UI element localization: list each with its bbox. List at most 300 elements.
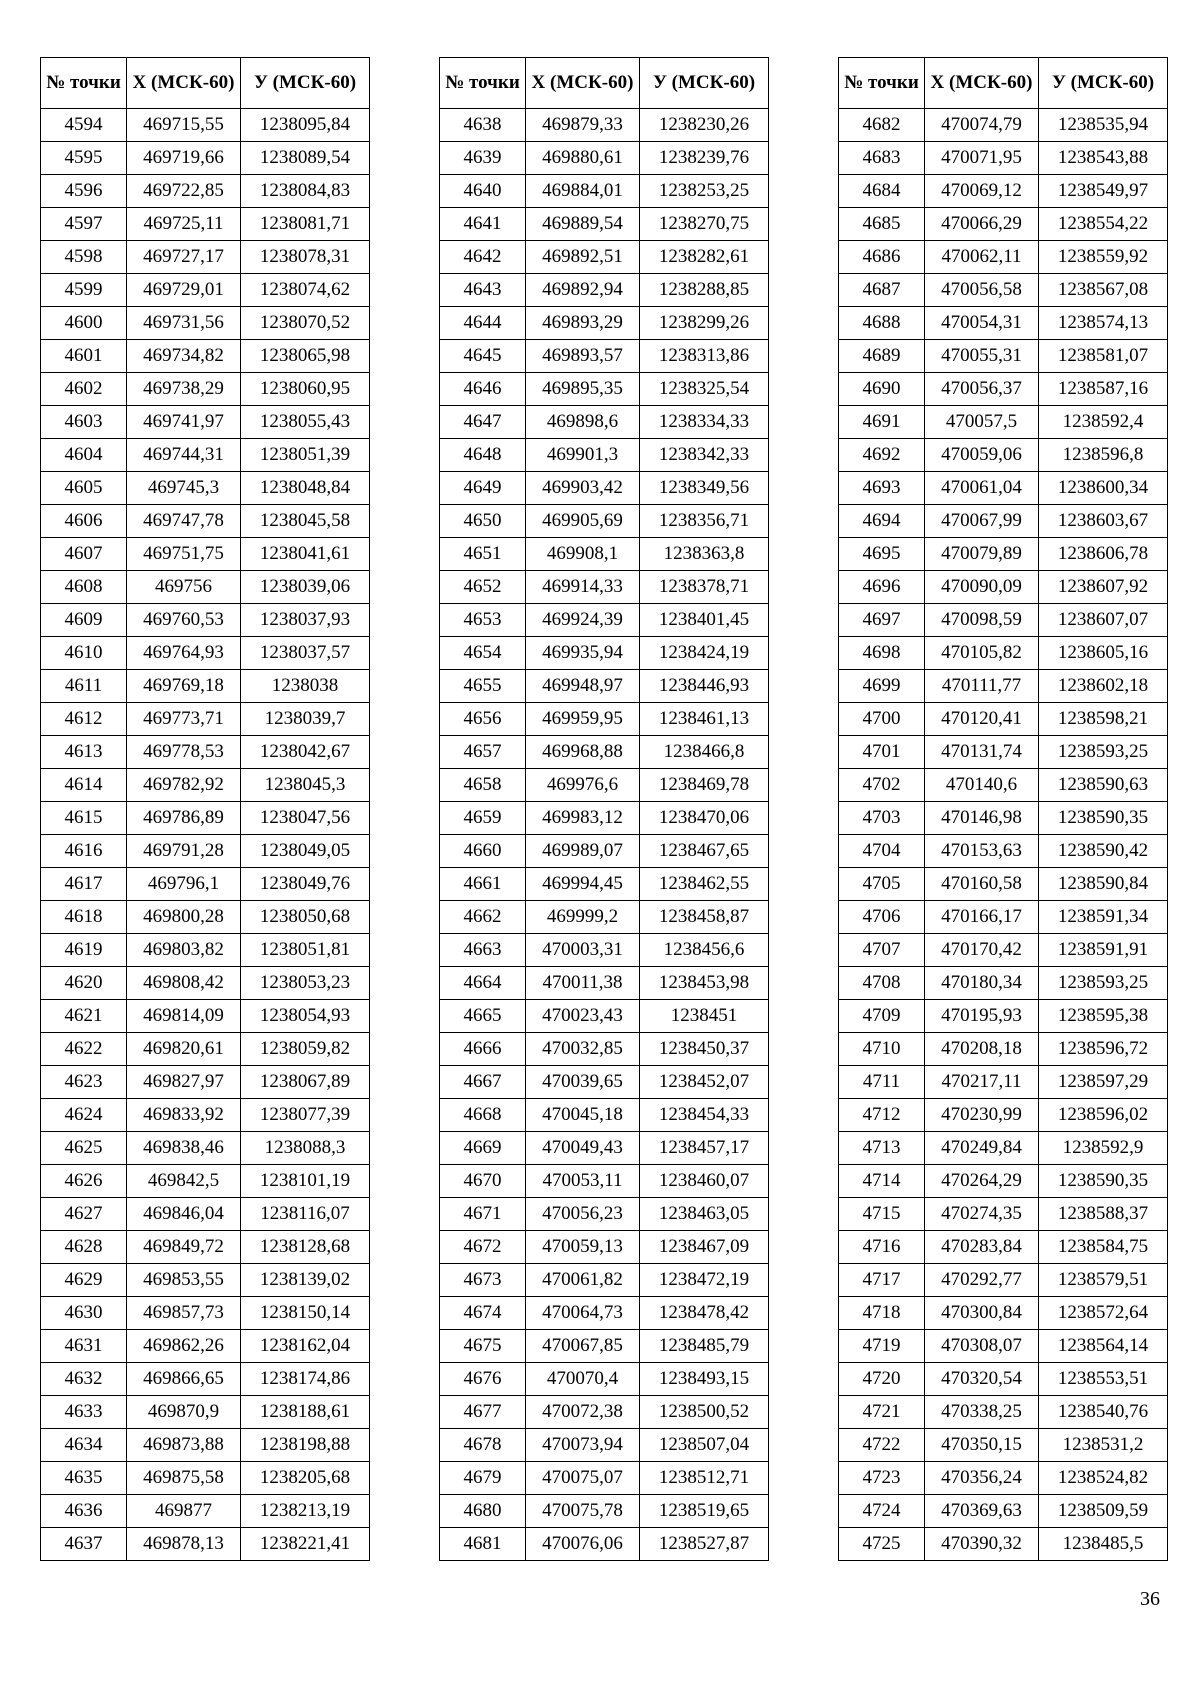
table-body: [41, 109, 370, 1561]
x-coordinate-cell: 470072,38: [526, 1396, 640, 1429]
point-number-cell: 4624: [41, 1099, 127, 1132]
y-coordinate-cell: 1238590,35: [1039, 802, 1168, 835]
x-coordinate-cell: 469827,97: [127, 1066, 241, 1099]
y-coordinate-cell: 1238591,91: [1039, 934, 1168, 967]
x-coordinate-cell: 469738,29: [127, 373, 241, 406]
table-row: [440, 802, 769, 835]
y-coordinate-cell: 1238590,63: [1039, 769, 1168, 802]
y-coordinate-cell: 1238470,06: [640, 802, 769, 835]
y-coordinate-cell: 1238595,38: [1039, 1000, 1168, 1033]
x-coordinate-cell: 469820,61: [127, 1033, 241, 1066]
y-coordinate-cell: 1238596,02: [1039, 1099, 1168, 1132]
y-coordinate-cell: 1238077,39: [241, 1099, 370, 1132]
table-row: [440, 835, 769, 868]
y-coordinate-cell: 1238592,9: [1039, 1132, 1168, 1165]
header-x-coordinate: X (МСК-60): [526, 58, 640, 109]
y-coordinate-cell: 1238456,6: [640, 934, 769, 967]
table-row: [839, 1297, 1168, 1330]
x-coordinate-cell: 469722,85: [127, 175, 241, 208]
table-row: [440, 1429, 769, 1462]
y-coordinate-cell: 1238462,55: [640, 868, 769, 901]
table-row: [839, 142, 1168, 175]
table-row: [41, 736, 370, 769]
table-row: [41, 1330, 370, 1363]
table-row: [839, 1066, 1168, 1099]
point-number-cell: 4629: [41, 1264, 127, 1297]
y-coordinate-cell: 1238458,87: [640, 901, 769, 934]
point-number-cell: 4631: [41, 1330, 127, 1363]
point-number-cell: 4613: [41, 736, 127, 769]
point-number-cell: 4717: [839, 1264, 925, 1297]
y-coordinate-cell: 1238050,68: [241, 901, 370, 934]
table-row: [839, 406, 1168, 439]
x-coordinate-cell: 470055,31: [925, 340, 1039, 373]
point-number-cell: 4639: [440, 142, 526, 175]
point-number-cell: 4622: [41, 1033, 127, 1066]
y-coordinate-cell: 1238531,2: [1039, 1429, 1168, 1462]
y-coordinate-cell: 1238401,45: [640, 604, 769, 637]
table-row: [41, 1528, 370, 1561]
point-number-cell: 4628: [41, 1231, 127, 1264]
point-number-cell: 4597: [41, 208, 127, 241]
x-coordinate-cell: 469901,3: [526, 439, 640, 472]
y-coordinate-cell: 1238466,8: [640, 736, 769, 769]
table-row: [41, 604, 370, 637]
x-coordinate-cell: 470075,78: [526, 1495, 640, 1528]
point-number-cell: 4605: [41, 472, 127, 505]
point-number-cell: 4711: [839, 1066, 925, 1099]
x-coordinate-cell: 469853,55: [127, 1264, 241, 1297]
x-coordinate-cell: 469870,9: [127, 1396, 241, 1429]
table-row: [839, 637, 1168, 670]
y-coordinate-cell: 1238509,59: [1039, 1495, 1168, 1528]
table-row: [440, 142, 769, 175]
x-coordinate-cell: 470057,5: [925, 406, 1039, 439]
table-row: [440, 1231, 769, 1264]
y-coordinate-cell: 1238378,71: [640, 571, 769, 604]
point-number-cell: 4692: [839, 439, 925, 472]
x-coordinate-cell: 469892,51: [526, 241, 640, 274]
table-row: [41, 373, 370, 406]
x-coordinate-cell: 470074,79: [925, 109, 1039, 142]
x-coordinate-cell: 470049,43: [526, 1132, 640, 1165]
y-coordinate-cell: 1238048,84: [241, 472, 370, 505]
point-number-cell: 4614: [41, 769, 127, 802]
point-number-cell: 4607: [41, 538, 127, 571]
x-coordinate-cell: 469727,17: [127, 241, 241, 274]
point-number-cell: 4618: [41, 901, 127, 934]
point-number-cell: 4658: [440, 769, 526, 802]
point-number-cell: 4627: [41, 1198, 127, 1231]
table-row: [440, 505, 769, 538]
x-coordinate-cell: 469862,26: [127, 1330, 241, 1363]
table-row: [41, 538, 370, 571]
y-coordinate-cell: 1238478,42: [640, 1297, 769, 1330]
table-row: [41, 340, 370, 373]
x-coordinate-cell: 470053,11: [526, 1165, 640, 1198]
point-number-cell: 4698: [839, 637, 925, 670]
y-coordinate-cell: 1238567,08: [1039, 274, 1168, 307]
table-row: [440, 1033, 769, 1066]
table-row: [440, 901, 769, 934]
point-number-cell: 4650: [440, 505, 526, 538]
x-coordinate-cell: 470071,95: [925, 142, 1039, 175]
table-row: [440, 769, 769, 802]
table-row: [440, 703, 769, 736]
table-row: [839, 439, 1168, 472]
x-coordinate-cell: 469731,56: [127, 307, 241, 340]
point-number-cell: 4623: [41, 1066, 127, 1099]
x-coordinate-cell: 469744,31: [127, 439, 241, 472]
table-row: [839, 1033, 1168, 1066]
y-coordinate-cell: 1238139,02: [241, 1264, 370, 1297]
table-row: [839, 1000, 1168, 1033]
point-number-cell: 4701: [839, 736, 925, 769]
x-coordinate-cell: 470131,74: [925, 736, 1039, 769]
x-coordinate-cell: 469999,2: [526, 901, 640, 934]
y-coordinate-cell: 1238596,72: [1039, 1033, 1168, 1066]
y-coordinate-cell: 1238540,76: [1039, 1396, 1168, 1429]
table-row: [41, 406, 370, 439]
x-coordinate-cell: 470195,93: [925, 1000, 1039, 1033]
table-body: [839, 109, 1168, 1561]
point-number-cell: 4725: [839, 1528, 925, 1561]
table-row: [839, 1099, 1168, 1132]
point-number-cell: 4705: [839, 868, 925, 901]
point-number-cell: 4706: [839, 901, 925, 934]
point-number-cell: 4697: [839, 604, 925, 637]
x-coordinate-cell: 469877: [127, 1495, 241, 1528]
y-coordinate-cell: 1238084,83: [241, 175, 370, 208]
point-number-cell: 4690: [839, 373, 925, 406]
point-number-cell: 4610: [41, 637, 127, 670]
point-number-cell: 4668: [440, 1099, 526, 1132]
x-coordinate-cell: 470070,4: [526, 1363, 640, 1396]
table-row: [839, 373, 1168, 406]
table-row: [41, 802, 370, 835]
x-coordinate-cell: 470066,29: [925, 208, 1039, 241]
table-row: [41, 1099, 370, 1132]
x-coordinate-cell: 469878,13: [127, 1528, 241, 1561]
y-coordinate-cell: 1238452,07: [640, 1066, 769, 1099]
x-coordinate-cell: 469994,45: [526, 868, 640, 901]
point-number-cell: 4718: [839, 1297, 925, 1330]
y-coordinate-cell: 1238587,16: [1039, 373, 1168, 406]
y-coordinate-cell: 1238313,86: [640, 340, 769, 373]
x-coordinate-cell: 469959,95: [526, 703, 640, 736]
y-coordinate-cell: 1238221,41: [241, 1528, 370, 1561]
table-row: [41, 1066, 370, 1099]
x-coordinate-cell: 469769,18: [127, 670, 241, 703]
table-row: [41, 439, 370, 472]
y-coordinate-cell: 1238463,05: [640, 1198, 769, 1231]
table-row: [839, 901, 1168, 934]
point-number-cell: 4683: [839, 142, 925, 175]
table-row: [440, 1528, 769, 1561]
table-row: [440, 1000, 769, 1033]
y-coordinate-cell: 1238579,51: [1039, 1264, 1168, 1297]
table-row: [839, 1396, 1168, 1429]
x-coordinate-cell: 469782,92: [127, 769, 241, 802]
table-row: [41, 1000, 370, 1033]
table-row: [440, 571, 769, 604]
table-row: [41, 208, 370, 241]
y-coordinate-cell: 1238239,76: [640, 142, 769, 175]
point-number-cell: 4630: [41, 1297, 127, 1330]
point-number-cell: 4695: [839, 538, 925, 571]
y-coordinate-cell: 1238590,84: [1039, 868, 1168, 901]
point-number-cell: 4693: [839, 472, 925, 505]
y-coordinate-cell: 1238602,18: [1039, 670, 1168, 703]
point-number-cell: 4602: [41, 373, 127, 406]
table-row: [839, 1528, 1168, 1561]
header-y-coordinate: У (МСК-60): [1039, 58, 1168, 109]
table-row: [839, 736, 1168, 769]
point-number-cell: 4620: [41, 967, 127, 1000]
y-coordinate-cell: 1238045,58: [241, 505, 370, 538]
page-number: 36: [1140, 1588, 1160, 1610]
table-row: [839, 307, 1168, 340]
y-coordinate-cell: 1238603,67: [1039, 505, 1168, 538]
point-number-cell: 4657: [440, 736, 526, 769]
y-coordinate-cell: 1238349,56: [640, 472, 769, 505]
table-row: [41, 901, 370, 934]
point-number-cell: 4679: [440, 1462, 526, 1495]
x-coordinate-cell: 469893,57: [526, 340, 640, 373]
table-row: [440, 1165, 769, 1198]
y-coordinate-cell: 1238591,34: [1039, 901, 1168, 934]
point-number-cell: 4691: [839, 406, 925, 439]
x-coordinate-cell: 470208,18: [925, 1033, 1039, 1066]
table-row: [440, 1264, 769, 1297]
y-coordinate-cell: 1238467,09: [640, 1231, 769, 1264]
point-number-cell: 4700: [839, 703, 925, 736]
y-coordinate-cell: 1238467,65: [640, 835, 769, 868]
x-coordinate-cell: 469857,73: [127, 1297, 241, 1330]
point-number-cell: 4640: [440, 175, 526, 208]
y-coordinate-cell: 1238581,07: [1039, 340, 1168, 373]
point-number-cell: 4649: [440, 472, 526, 505]
y-coordinate-cell: 1238469,78: [640, 769, 769, 802]
table-row: [440, 175, 769, 208]
x-coordinate-cell: 469745,3: [127, 472, 241, 505]
y-coordinate-cell: 1238325,54: [640, 373, 769, 406]
x-coordinate-cell: 470075,07: [526, 1462, 640, 1495]
y-coordinate-cell: 1238597,29: [1039, 1066, 1168, 1099]
point-number-cell: 4594: [41, 109, 127, 142]
point-number-cell: 4651: [440, 538, 526, 571]
x-coordinate-cell: 470061,04: [925, 472, 1039, 505]
table-row: [41, 1165, 370, 1198]
x-coordinate-cell: 470146,98: [925, 802, 1039, 835]
x-coordinate-cell: 469849,72: [127, 1231, 241, 1264]
x-coordinate-cell: 469884,01: [526, 175, 640, 208]
x-coordinate-cell: 470338,25: [925, 1396, 1039, 1429]
y-coordinate-cell: 1238527,87: [640, 1528, 769, 1561]
table-row: [41, 670, 370, 703]
y-coordinate-cell: 1238049,05: [241, 835, 370, 868]
table-row: [41, 868, 370, 901]
table-row: [440, 868, 769, 901]
table-row: [41, 1033, 370, 1066]
point-number-cell: 4708: [839, 967, 925, 1000]
x-coordinate-cell: 470369,63: [925, 1495, 1039, 1528]
y-coordinate-cell: 1238055,43: [241, 406, 370, 439]
point-number-cell: 4656: [440, 703, 526, 736]
table-row: [839, 109, 1168, 142]
point-number-cell: 4712: [839, 1099, 925, 1132]
x-coordinate-cell: 469715,55: [127, 109, 241, 142]
point-number-cell: 4673: [440, 1264, 526, 1297]
header-y-coordinate: У (МСК-60): [640, 58, 769, 109]
table-row: [440, 241, 769, 274]
x-coordinate-cell: 469898,6: [526, 406, 640, 439]
x-coordinate-cell: 470059,06: [925, 439, 1039, 472]
point-number-cell: 4645: [440, 340, 526, 373]
y-coordinate-cell: 1238188,61: [241, 1396, 370, 1429]
y-coordinate-cell: 1238598,21: [1039, 703, 1168, 736]
x-coordinate-cell: 470011,38: [526, 967, 640, 1000]
y-coordinate-cell: 1238424,19: [640, 637, 769, 670]
point-number-cell: 4675: [440, 1330, 526, 1363]
x-coordinate-cell: 469879,33: [526, 109, 640, 142]
table-row: [839, 505, 1168, 538]
y-coordinate-cell: 1238493,15: [640, 1363, 769, 1396]
table-row: [839, 175, 1168, 208]
table-row: [440, 637, 769, 670]
point-number-cell: 4685: [839, 208, 925, 241]
y-coordinate-cell: 1238450,37: [640, 1033, 769, 1066]
table-row: [839, 868, 1168, 901]
y-coordinate-cell: 1238519,65: [640, 1495, 769, 1528]
x-coordinate-cell: 470170,42: [925, 934, 1039, 967]
point-number-cell: 4636: [41, 1495, 127, 1528]
x-coordinate-cell: 469725,11: [127, 208, 241, 241]
x-coordinate-cell: 469866,65: [127, 1363, 241, 1396]
point-number-cell: 4648: [440, 439, 526, 472]
x-coordinate-cell: 470076,06: [526, 1528, 640, 1561]
x-coordinate-cell: 470003,31: [526, 934, 640, 967]
point-number-cell: 4612: [41, 703, 127, 736]
x-coordinate-cell: 470105,82: [925, 637, 1039, 670]
point-number-cell: 4709: [839, 1000, 925, 1033]
y-coordinate-cell: 1238588,37: [1039, 1198, 1168, 1231]
point-number-cell: 4653: [440, 604, 526, 637]
point-number-cell: 4609: [41, 604, 127, 637]
x-coordinate-cell: 469892,94: [526, 274, 640, 307]
y-coordinate-cell: 1238584,75: [1039, 1231, 1168, 1264]
x-coordinate-cell: 470292,77: [925, 1264, 1039, 1297]
point-number-cell: 4626: [41, 1165, 127, 1198]
y-coordinate-cell: 1238543,88: [1039, 142, 1168, 175]
table-row: [41, 703, 370, 736]
x-coordinate-cell: 470264,29: [925, 1165, 1039, 1198]
x-coordinate-cell: 469948,97: [526, 670, 640, 703]
coordinates-table-1: [40, 57, 370, 1561]
table-row: [440, 1297, 769, 1330]
point-number-cell: 4707: [839, 934, 925, 967]
y-coordinate-cell: 1238116,07: [241, 1198, 370, 1231]
table-row: [839, 1165, 1168, 1198]
point-number-cell: 4696: [839, 571, 925, 604]
table-row: [41, 967, 370, 1000]
x-coordinate-cell: 469741,97: [127, 406, 241, 439]
point-number-cell: 4661: [440, 868, 526, 901]
table-row: [839, 274, 1168, 307]
point-number-cell: 4666: [440, 1033, 526, 1066]
table-header-row: [440, 58, 769, 109]
x-coordinate-cell: 470350,15: [925, 1429, 1039, 1462]
y-coordinate-cell: 1238051,39: [241, 439, 370, 472]
header-point-number: № точки: [440, 58, 526, 109]
x-coordinate-cell: 470249,84: [925, 1132, 1039, 1165]
x-coordinate-cell: 469905,69: [526, 505, 640, 538]
table-row: [440, 340, 769, 373]
point-number-cell: 4641: [440, 208, 526, 241]
x-coordinate-cell: 469924,39: [526, 604, 640, 637]
table-row: [839, 1495, 1168, 1528]
point-number-cell: 4601: [41, 340, 127, 373]
table-row: [839, 1462, 1168, 1495]
y-coordinate-cell: 1238282,61: [640, 241, 769, 274]
x-coordinate-cell: 469747,78: [127, 505, 241, 538]
table-row: [41, 142, 370, 175]
point-number-cell: 4720: [839, 1363, 925, 1396]
x-coordinate-cell: 470059,13: [526, 1231, 640, 1264]
table-row: [440, 406, 769, 439]
y-coordinate-cell: 1238089,54: [241, 142, 370, 175]
point-number-cell: 4676: [440, 1363, 526, 1396]
table-row: [41, 637, 370, 670]
y-coordinate-cell: 1238213,19: [241, 1495, 370, 1528]
point-number-cell: 4687: [839, 274, 925, 307]
x-coordinate-cell: 470067,85: [526, 1330, 640, 1363]
point-number-cell: 4689: [839, 340, 925, 373]
point-number-cell: 4616: [41, 835, 127, 868]
table-row: [41, 1231, 370, 1264]
y-coordinate-cell: 1238454,33: [640, 1099, 769, 1132]
point-number-cell: 4710: [839, 1033, 925, 1066]
table-row: [41, 241, 370, 274]
y-coordinate-cell: 1238037,57: [241, 637, 370, 670]
x-coordinate-cell: 470064,73: [526, 1297, 640, 1330]
y-coordinate-cell: 1238485,5: [1039, 1528, 1168, 1561]
table-row: [41, 175, 370, 208]
x-coordinate-cell: 469895,35: [526, 373, 640, 406]
table-row: [440, 604, 769, 637]
y-coordinate-cell: 1238051,81: [241, 934, 370, 967]
point-number-cell: 4660: [440, 835, 526, 868]
y-coordinate-cell: 1238081,71: [241, 208, 370, 241]
table-row: [440, 1132, 769, 1165]
y-coordinate-cell: 1238174,86: [241, 1363, 370, 1396]
y-coordinate-cell: 1238600,34: [1039, 472, 1168, 505]
table-row: [839, 571, 1168, 604]
coordinates-table-2: [439, 57, 769, 1561]
point-number-cell: 4684: [839, 175, 925, 208]
table-row: [839, 670, 1168, 703]
point-number-cell: 4654: [440, 637, 526, 670]
table-row: [440, 1396, 769, 1429]
y-coordinate-cell: 1238049,76: [241, 868, 370, 901]
y-coordinate-cell: 1238039,7: [241, 703, 370, 736]
x-coordinate-cell: 470045,18: [526, 1099, 640, 1132]
point-number-cell: 4686: [839, 241, 925, 274]
point-number-cell: 4702: [839, 769, 925, 802]
y-coordinate-cell: 1238041,61: [241, 538, 370, 571]
table-row: [839, 703, 1168, 736]
x-coordinate-cell: 470283,84: [925, 1231, 1039, 1264]
